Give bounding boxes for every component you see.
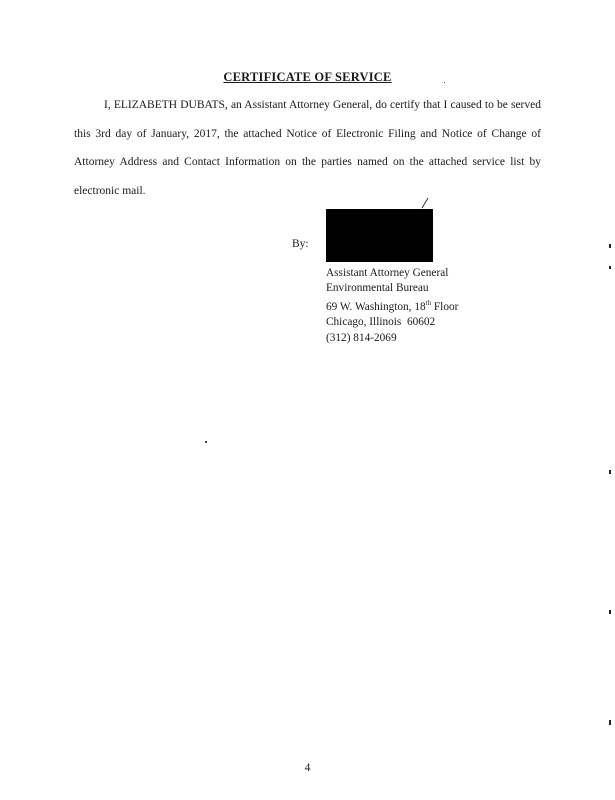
certification-paragraph: I, ELIZABETH DUBATS, an Assistant Attorney General, do certify that I caused to be served this 3rd day of January, 2017, the attached Notice of Electronic Filing and Notice of Change of Attorney Address and Contact Information on the parties named on the attached service list by electronic mail.	[74, 99, 541, 198]
address-street-text: 69 W. Washington, 18	[326, 301, 426, 314]
scan-edge-mark	[609, 720, 611, 725]
scan-edge-mark	[609, 266, 611, 269]
address-line-title: Assistant Attorney General	[326, 267, 449, 279]
scan-edge-mark	[609, 244, 611, 248]
signatory-address-block	[326, 266, 458, 346]
address-line-city: Chicago, Illinois 60602	[326, 316, 436, 329]
scan-speck	[444, 82, 445, 83]
by-label: By:	[292, 238, 309, 250]
address-line-bureau: Environmental Bureau	[326, 282, 429, 295]
address-line-street	[326, 296, 458, 315]
redacted-signature-block	[326, 209, 433, 262]
scan-speck	[205, 441, 207, 443]
page-number: 4	[304, 762, 311, 774]
signature-stroke-mark	[420, 196, 430, 210]
scan-edge-mark	[609, 470, 611, 474]
scan-edge-mark	[609, 610, 611, 614]
address-floor-text: Floor	[431, 301, 459, 314]
certificate-title: CERTIFICATE OF SERVICE	[223, 70, 392, 84]
address-floor-suffix: th	[425, 299, 432, 308]
address-line-phone: (312) 814-2069	[326, 331, 397, 344]
